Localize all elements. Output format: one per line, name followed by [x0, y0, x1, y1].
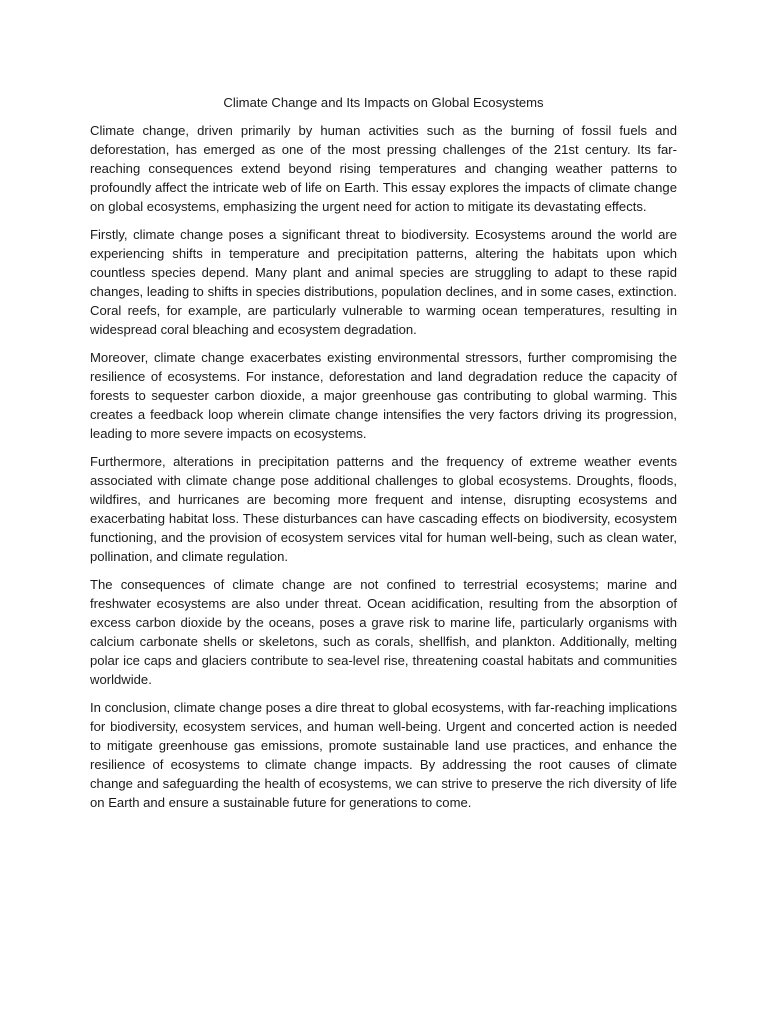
- document-title: Climate Change and Its Impacts on Global Ecosystems: [223, 95, 544, 110]
- paragraph-intro: Climate change, driven primarily by human activities such as the burning of fossil fuels and deforestation, has emerged as one of the most pressing challenges of the 21st century. Its far-reaching consequences extend beyond rising temperatures and changing weather patterns to profoundly affect the intricate web of life on Earth. This essay explores the impacts of climate change on global ecosystems, emphasizing the urgent need for action to mitigate its devastating effects.: [90, 123, 677, 214]
- paragraph-conclusion: In conclusion, climate change poses a dire threat to global ecosystems, with far-reaching implications for biodiversity, ecosystem services, and human well-being. Urgent and concerted action is needed to mitigate greenhouse gas emissions, promote sustainable land use practices, and enhance the resilience of ecosystems to climate change impacts. By addressing the root causes of climate change and safeguarding the health of ecosystems, we can strive to preserve the rich diversity of life on Earth and ensure a sustainable future for generations to come.: [90, 700, 677, 810]
- paragraph-biodiversity: Firstly, climate change poses a significant threat to biodiversity. Ecosystems around the world are experiencing shifts in temperature and precipitation patterns, altering the habitats upon which countless species depend. Many plant and animal species are struggling to adapt to these rapid changes, leading to shifts in species distributions, population declines, and in some cases, extinction. Coral reefs, for example, are particularly vulnerable to warming ocean temperatures, resulting in widespread coral bleaching and ecosystem degradation.: [90, 227, 677, 337]
- paragraph-extreme-weather: Furthermore, alterations in precipitation patterns and the frequency of extreme weather events associated with climate change pose additional challenges to global ecosystems. Droughts, floods, wildfires, and hurricanes are becoming more frequent and intense, disrupting ecosystems and exacerbating habitat loss. These disturbances can have cascading effects on biodiversity, ecosystem functioning, and the provision of ecosystem services vital for human well-being, such as clean water, pollination, and climate regulation.: [90, 454, 677, 564]
- document-page: [90, 93, 677, 821]
- paragraph-marine: The consequences of climate change are not confined to terrestrial ecosystems; marine and freshwater ecosystems are also under threat. Ocean acidification, resulting from the absorption of excess carbon dioxide by the oceans, poses a grave risk to marine life, particularly organisms with calcium carbonate shells or skeletons, such as corals, shellfish, and plankton. Additionally, melting polar ice caps and glaciers contribute to sea-level rise, threatening coastal habitats and communities worldwide.: [90, 577, 677, 687]
- paragraph-stressors: Moreover, climate change exacerbates existing environmental stressors, further compromising the resilience of ecosystems. For instance, deforestation and land degradation reduce the capacity of forests to sequester carbon dioxide, a major greenhouse gas contributing to global warming. This creates a feedback loop wherein climate change intensifies the very factors driving its progression, leading to more severe impacts on ecosystems.: [90, 350, 677, 441]
